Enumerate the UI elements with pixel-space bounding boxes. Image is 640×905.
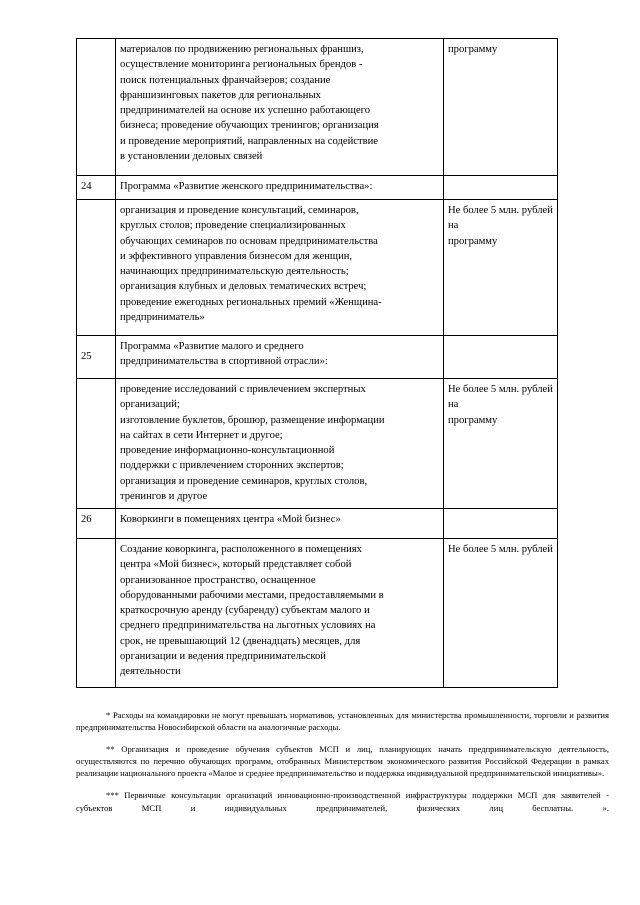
measure-description-cell: материалов по продвижению региональных франшиз, осуществление мониторинга региональных брендов - поиск потенциальных франчайзеров; создание франшизинговых пакетов для региональных предпринимателей на основе их успешно работающего бизнеса; проведение обучающих тренингов; организация и проведение мероприятий, направленных на содействие в установлении деловых связей — [116, 39, 444, 176]
row-number-cell — [77, 200, 116, 336]
row-number-cell: 25 — [77, 336, 116, 379]
row-number-cell — [77, 379, 116, 509]
program-title-cell: Программа «Развитие малого и среднего предпринимательства в спортивной отрасли»: — [116, 336, 444, 379]
measure-description-cell: организация и проведение консультаций, семинаров, круглых столов; проведение специализированных обучающих семинаров по основам предпринимательства и эффективного управления бизнесом для женщин, начинающих предпринимательскую деятельность; организация клубных и деловых тематических встреч; проведение ежегодных региональных премий «Женщина- предприниматель» — [116, 200, 444, 336]
table-row — [77, 336, 558, 379]
footnotes — [76, 709, 609, 824]
funding-limit-cell: Не более 5 млн. рублей — [444, 539, 558, 688]
funding-limit-cell: Не более 5 млн. рублей на программу — [444, 379, 558, 509]
funding-limit-cell: Не более 5 млн. рублей на программу — [444, 200, 558, 336]
row-number-cell: 24 — [77, 176, 116, 200]
footnote-training-programs: ** Организация и проведение обучения субъектов МСП и лиц, планирующих начать предпринимательскую деятельность, осуществляются по перечню обучающих программ, отобранных Министерством экономического развития Российской Федерации в рамках реализации национального проекта «Малое и среднее предпринимательство и поддержка индивидуальной предпринимательской инициативы». — [76, 744, 609, 779]
funding-limit-cell: программу — [444, 39, 558, 176]
table-row — [77, 39, 558, 176]
footnote-free-consultations: *** Первичные консультации организаций инновационно-производственной инфраструктуры поддержки МСП для заявителей - субъектов МСП и индивидуальных предпринимателей, физических лиц бесплатны. ». — [76, 790, 609, 813]
table-row — [77, 379, 558, 509]
program-title-cell: Программа «Развитие женского предпринимательства»: — [116, 176, 444, 200]
funding-limit-cell — [444, 336, 558, 379]
measure-description-cell: проведение исследований с привлечением экспертных организаций; изготовление буклетов, брошюр, размещение информации на сайтах в сети Интернет и другое; проведение информационно-консультационной поддержки с привлечением сторонних экспертов; организация и проведение семинаров, круглых столов, тренингов и другое — [116, 379, 444, 509]
footnote-travel-expenses: * Расходы на командировки не могут превышать нормативов, установленных для министерства промышленности, торговли и развития предпринимательства Новосибирской области на аналогичные расходы. — [76, 710, 609, 733]
row-number-cell — [77, 539, 116, 688]
row-number-cell — [77, 39, 116, 176]
table-row — [77, 200, 558, 336]
table-row — [77, 176, 558, 200]
funding-limit-cell — [444, 176, 558, 200]
program-title-cell: Коворкинги в помещениях центра «Мой бизнес» — [116, 509, 444, 539]
table-row — [77, 539, 558, 688]
row-number-cell: 26 — [77, 509, 116, 539]
measure-description-cell: Создание коворкинга, расположенного в помещениях центра «Мой бизнес», который представляет собой организованное пространство, оснащенное оборудованными рабочими местами, предоставляемыми в краткосрочную аренду (субаренду) субъектам малого и среднего предпринимательства на льготных условиях на срок, не превышающий 12 (двенадцать) месяцев, для организации и ведения предпринимательской деятельности — [116, 539, 444, 688]
funding-limit-cell — [444, 509, 558, 539]
measures-table — [76, 38, 558, 688]
table-row — [77, 509, 558, 539]
